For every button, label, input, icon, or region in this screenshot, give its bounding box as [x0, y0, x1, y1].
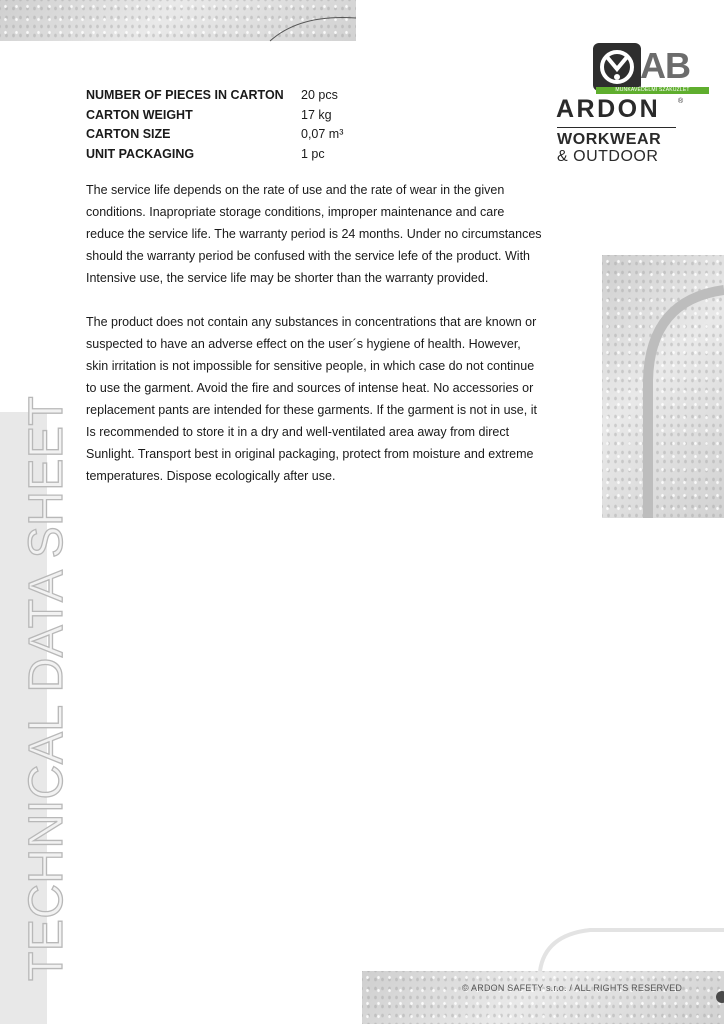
- spec-label: NUMBER OF PIECES IN CARTON: [86, 88, 284, 102]
- workwear-text: WORKWEAR: [557, 131, 662, 148]
- spec-label: CARTON WEIGHT: [86, 107, 193, 122]
- logo-divider: [557, 127, 676, 128]
- spec-value: 20 pcs: [301, 88, 338, 102]
- spec-table: [86, 86, 343, 164]
- spec-value: 0,07 m³: [301, 127, 344, 141]
- ardon-wordmark: ARDON: [556, 95, 661, 123]
- service-life-paragraph: The service life depends on the rate of use and the rate of wear in the given conditions. Inapropriate storage conditions, improper maintenance and care reduce the service life. The warranty period is 24 months. Under no circumstances should the warranty period be confused with the service lefe of the product. With Intensive use, the service life may be shorter than the warranty provided.: [86, 183, 542, 285]
- side-title: TECHNICAL DATA SHEET: [20, 395, 73, 981]
- vab-logo-text: AB: [640, 45, 690, 86]
- spec-label: CARTON SIZE: [86, 127, 171, 141]
- footer-curve: [540, 930, 724, 971]
- spec-row: [86, 145, 343, 165]
- right-panel-curve: [648, 290, 724, 518]
- spec-row: [86, 86, 343, 106]
- vab-tagline: MUNKAVÉDELMI SZAKÜZLET: [596, 87, 709, 94]
- registered-mark: ®: [678, 98, 684, 105]
- vab-logo-icon: [593, 43, 641, 91]
- copyright-footer: © ARDON SAFETY s.r.o. / ALL RIGHTS RESERVED: [462, 983, 683, 993]
- spec-label: UNIT PACKAGING: [86, 146, 195, 161]
- outdoor-text: & OUTDOOR: [557, 148, 659, 165]
- footer-dot: [716, 991, 724, 1003]
- spec-value: 17 kg: [301, 107, 332, 122]
- safety-paragraph: The product does not contain any substances in concentrations that are known or suspected to have an adverse effect on the user´s hygiene of health. However, skin irritation is not impossible for sensitive people, in which case do not continue to use the garment. Avoid the fire and sources of intense heat. No accessories or replacement pants are intended for these garments. If the garment is not in use, it Is recommended to store it in a dry and well-ventilated area away from direct Sunlight. Transport best in original packaging, protect from moisture and extreme temperatures. Dispose ecologically after use.: [86, 315, 537, 483]
- spec-row: [86, 125, 343, 145]
- spec-value: 1 pc: [301, 146, 325, 161]
- top-curve: [270, 17, 356, 41]
- spec-row: [86, 106, 343, 126]
